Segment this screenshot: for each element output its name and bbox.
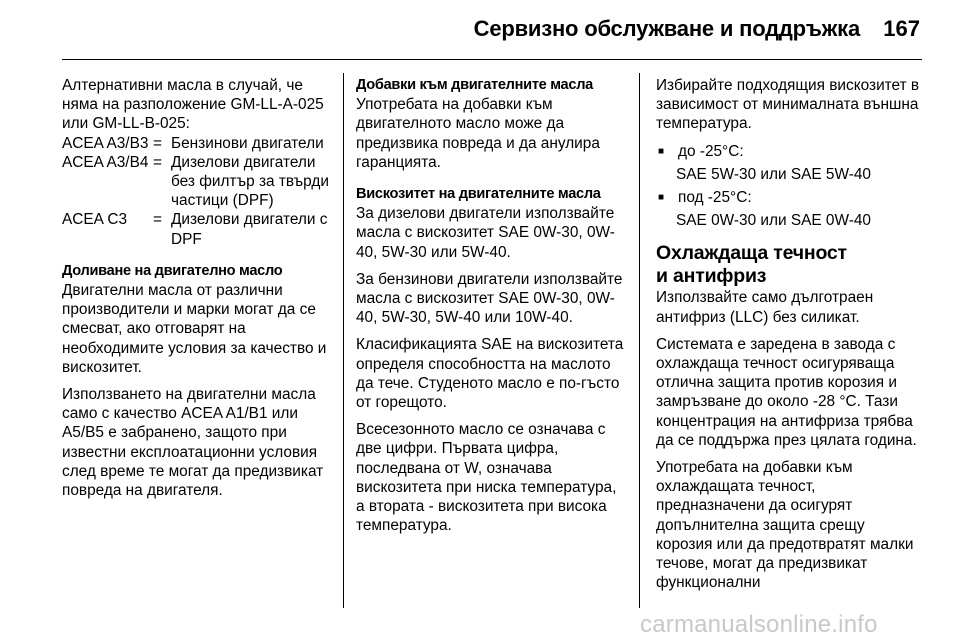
topping-up-heading: Доливане на двигателно масло [62,262,283,279]
oil-spec-table [62,134,334,249]
viscosity-selection-paragraph: Избирайте подходящия вискозитет в зависимост от минималната външна температура. [656,77,920,133]
site-watermark: carmanualsonline.info [640,611,878,638]
list-item [656,188,924,207]
column-divider-1 [343,73,344,608]
square-bullet-icon: ■ [658,192,665,204]
coolant-section-heading [656,242,924,288]
topping-up-paragraph-1: Двигателни масла от различни производители и марки могат да се смесват, ако отговарят на необходимите условия за качество и вискозитет. [62,282,327,376]
temperature-label: до -25°C: [678,142,744,160]
additives-heading: Добавки към двигателните масла [356,77,593,93]
spec-cell: ACEA C3 [62,211,128,229]
viscosity-paragraph-2: За бензинови двигатели използвайте масла с вискозитет SAE 0W-30, 0W-40, 5W-30, 5W-40 или 10W-40. [356,270,623,327]
coolant-heading-line-2: и антифриз [656,265,767,288]
spec-cell: ACEA A3/B4 [62,153,149,171]
viscosity-paragraph-1: За дизелови двигатели използвайте масла с вискозитет SAE 0W-30, 0W-40, 5W-30 или 5W-40. [356,205,615,261]
additives-paragraph: Употребата на добавки към двигателното масло може да предизвика повреда и да анулира гаранцията. [356,96,600,171]
spec-description: Бензинови двигатели [171,134,324,152]
viscosity-heading: Вискозитет на двигателните масла [356,186,601,203]
coolant-paragraph-2: Системата е заредена в завода с охлаждаща течност осигуряваща отлична защита против корозия и замръзване до около -28 °C. Тази концентрация на антифриза трябва да се поддържа през цялата година. [656,335,917,449]
page-number: 167 [883,16,920,41]
column-3 [656,76,924,592]
spec-cell: ACEA A3/B3 [62,134,149,152]
viscosity-value: SAE 0W-30 или SAE 0W-40 [676,212,871,230]
topping-up-paragraph-2: Използването на двигателни масла само с качество ACEA A1/B1 или A5/B5 е забранено, защото при известни експлоатационни условия след време те могат да предизвикат повреда на двигателя. [62,386,324,500]
alt-oils-intro: Алтернативни масла в случай, че няма на разположение GM-LL-A-025 или GM-LL-B-025: [62,77,324,133]
spec-description: Дизелови двигатели без филтър за твърди частици (DPF) [171,153,329,210]
coolant-paragraph-1: Използвайте само дълготраен антифриз (LLC) без силикат. [656,289,874,326]
temperature-list [656,142,924,231]
running-header-title: Сервизно обслужване и поддръжка [473,16,860,41]
header-rule [62,59,922,60]
column-2 [356,76,628,535]
coolant-paragraph-3: Употребата на добавки към охлаждащата течност, предназначени да осигурят допълнителна защита срещу корозия или да предотвратят малки течове, могат да предизвикат функционални [656,459,914,592]
coolant-heading-line-1: Охлаждаща течност [656,242,847,265]
spec-equals: = [153,134,162,152]
square-bullet-icon: ■ [658,145,665,157]
viscosity-paragraph-3: Класификацията SAE на вискозитета определя способността на маслото да тече. Студеното масло е по-гъсто от горещото. [356,336,624,412]
column-1 [62,76,334,500]
spec-equals: = [153,211,162,229]
temperature-label: под -25°C: [678,189,752,207]
viscosity-value: SAE 5W-30 или SAE 5W-40 [676,165,871,183]
list-item [656,142,924,161]
column-divider-2 [639,73,640,608]
spec-equals: = [153,153,162,171]
spec-description: Дизелови двигатели с DPF [171,211,328,248]
viscosity-paragraph-4: Всесезонното масло се означава с две цифри. Първата цифра, последвана от W, означава вискозитета при ниска температура, а втората - вискозитета при висока температура. [356,421,617,535]
